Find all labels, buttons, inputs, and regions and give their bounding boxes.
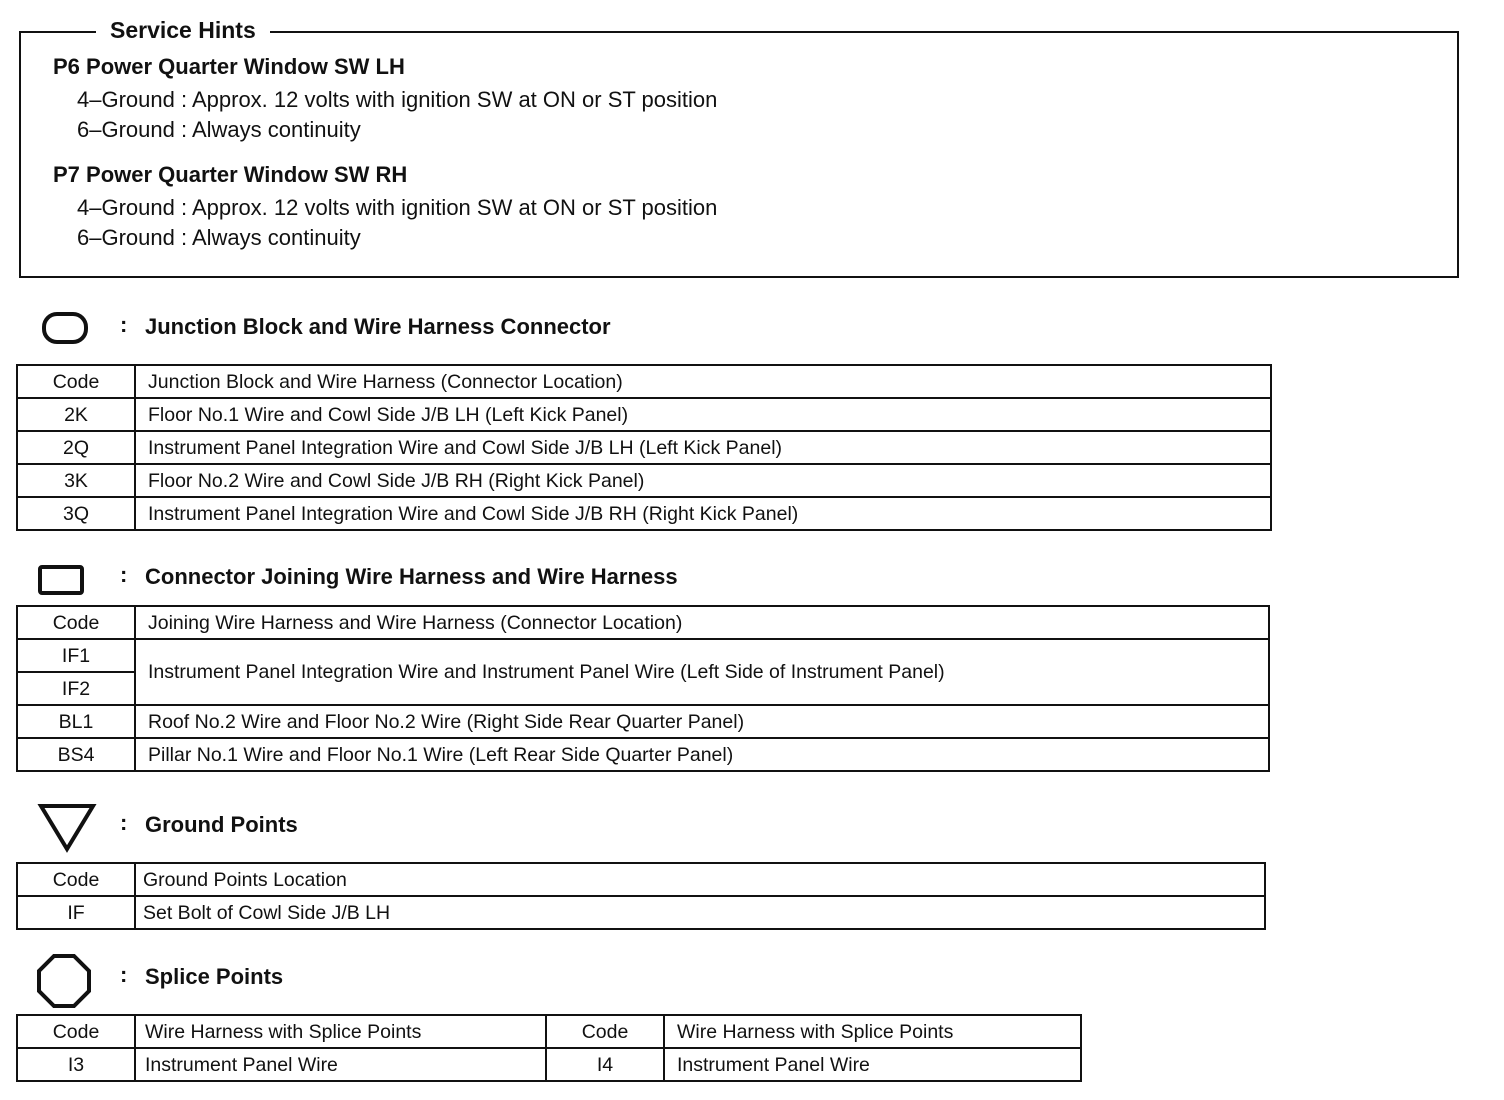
header-code: Code	[17, 863, 135, 896]
section-colon: :	[120, 962, 128, 987]
row-code: 3Q	[17, 497, 135, 530]
row-code: BL1	[17, 705, 135, 738]
header-location: Junction Block and Wire Harness (Connector Location)	[135, 365, 1271, 398]
table-row	[17, 464, 1271, 497]
table-row	[17, 896, 1265, 929]
row-code: 3K	[17, 464, 135, 497]
header-location: Ground Points Location	[135, 863, 1265, 896]
hint-line: 6–Ground : Always continuity	[77, 225, 361, 250]
hint-line: 4–Ground : Approx. 12 volts with ignition SW at ON or ST position	[77, 195, 718, 220]
row-code: IF2	[17, 672, 135, 705]
table-row	[17, 705, 1269, 738]
table-row	[17, 398, 1271, 431]
row-code: 2Q	[17, 431, 135, 464]
header-harness: Wire Harness with Splice Points	[664, 1015, 1081, 1048]
connector-table	[16, 605, 1270, 772]
header-code: Code	[17, 606, 135, 639]
table-row	[17, 639, 1269, 672]
header-location: Joining Wire Harness and Wire Harness (Connector Location)	[135, 606, 1269, 639]
octagon-icon	[36, 953, 92, 1009]
row-location: Roof No.2 Wire and Floor No.2 Wire (Right Side Rear Quarter Panel)	[135, 705, 1269, 738]
table-row	[17, 738, 1269, 771]
section-colon: :	[120, 810, 128, 835]
row-code: BS4	[17, 738, 135, 771]
table-row	[17, 1048, 1081, 1081]
row-location: Floor No.2 Wire and Cowl Side J/B RH (Right Kick Panel)	[135, 464, 1271, 497]
section-colon: :	[120, 562, 128, 587]
row-code: 2K	[17, 398, 135, 431]
table-header-row	[17, 365, 1271, 398]
ground-section-title: Ground Points	[145, 812, 298, 837]
table-header-row	[17, 863, 1265, 896]
junction-section-title: Junction Block and Wire Harness Connector	[145, 314, 611, 339]
hint-heading-p6: P6 Power Quarter Window SW LH	[53, 54, 405, 79]
splice-section-title: Splice Points	[145, 964, 284, 989]
row-location: Floor No.1 Wire and Cowl Side J/B LH (Left Kick Panel)	[135, 398, 1271, 431]
splice-table	[16, 1014, 1082, 1082]
ground-table	[16, 862, 1266, 930]
header-code: Code	[546, 1015, 664, 1048]
row-code: IF	[17, 896, 135, 929]
triangle-down-icon	[38, 803, 96, 853]
row-code: I3	[17, 1048, 135, 1081]
row-code: IF1	[17, 639, 135, 672]
table-header-row	[17, 606, 1269, 639]
rounded-rectangle-icon	[40, 310, 90, 346]
rectangle-icon	[36, 563, 86, 597]
header-code: Code	[17, 365, 135, 398]
table-row	[17, 431, 1271, 464]
table-row	[17, 497, 1271, 530]
hint-line: 6–Ground : Always continuity	[77, 117, 361, 142]
row-location: Instrument Panel Integration Wire and Cowl Side J/B RH (Right Kick Panel)	[135, 497, 1271, 530]
hint-line: 4–Ground : Approx. 12 volts with ignition SW at ON or ST position	[77, 87, 718, 112]
row-location: Instrument Panel Integration Wire and Cowl Side J/B LH (Left Kick Panel)	[135, 431, 1271, 464]
row-code: I4	[546, 1048, 664, 1081]
table-header-row	[17, 1015, 1081, 1048]
hint-heading-p7: P7 Power Quarter Window SW RH	[53, 162, 408, 187]
service-hints-title: Service Hints	[96, 16, 270, 44]
row-location: Pillar No.1 Wire and Floor No.1 Wire (Left Rear Side Quarter Panel)	[135, 738, 1269, 771]
row-location: Set Bolt of Cowl Side J/B LH	[135, 896, 1265, 929]
section-colon: :	[120, 312, 128, 337]
junction-table	[16, 364, 1272, 531]
header-harness: Wire Harness with Splice Points	[135, 1015, 546, 1048]
row-harness: Instrument Panel Wire	[135, 1048, 546, 1081]
connector-section-title: Connector Joining Wire Harness and Wire Harness	[145, 564, 678, 589]
row-location: Instrument Panel Integration Wire and Instrument Panel Wire (Left Side of Instrument Panel)	[135, 639, 1269, 705]
header-code: Code	[17, 1015, 135, 1048]
row-harness: Instrument Panel Wire	[664, 1048, 1081, 1081]
